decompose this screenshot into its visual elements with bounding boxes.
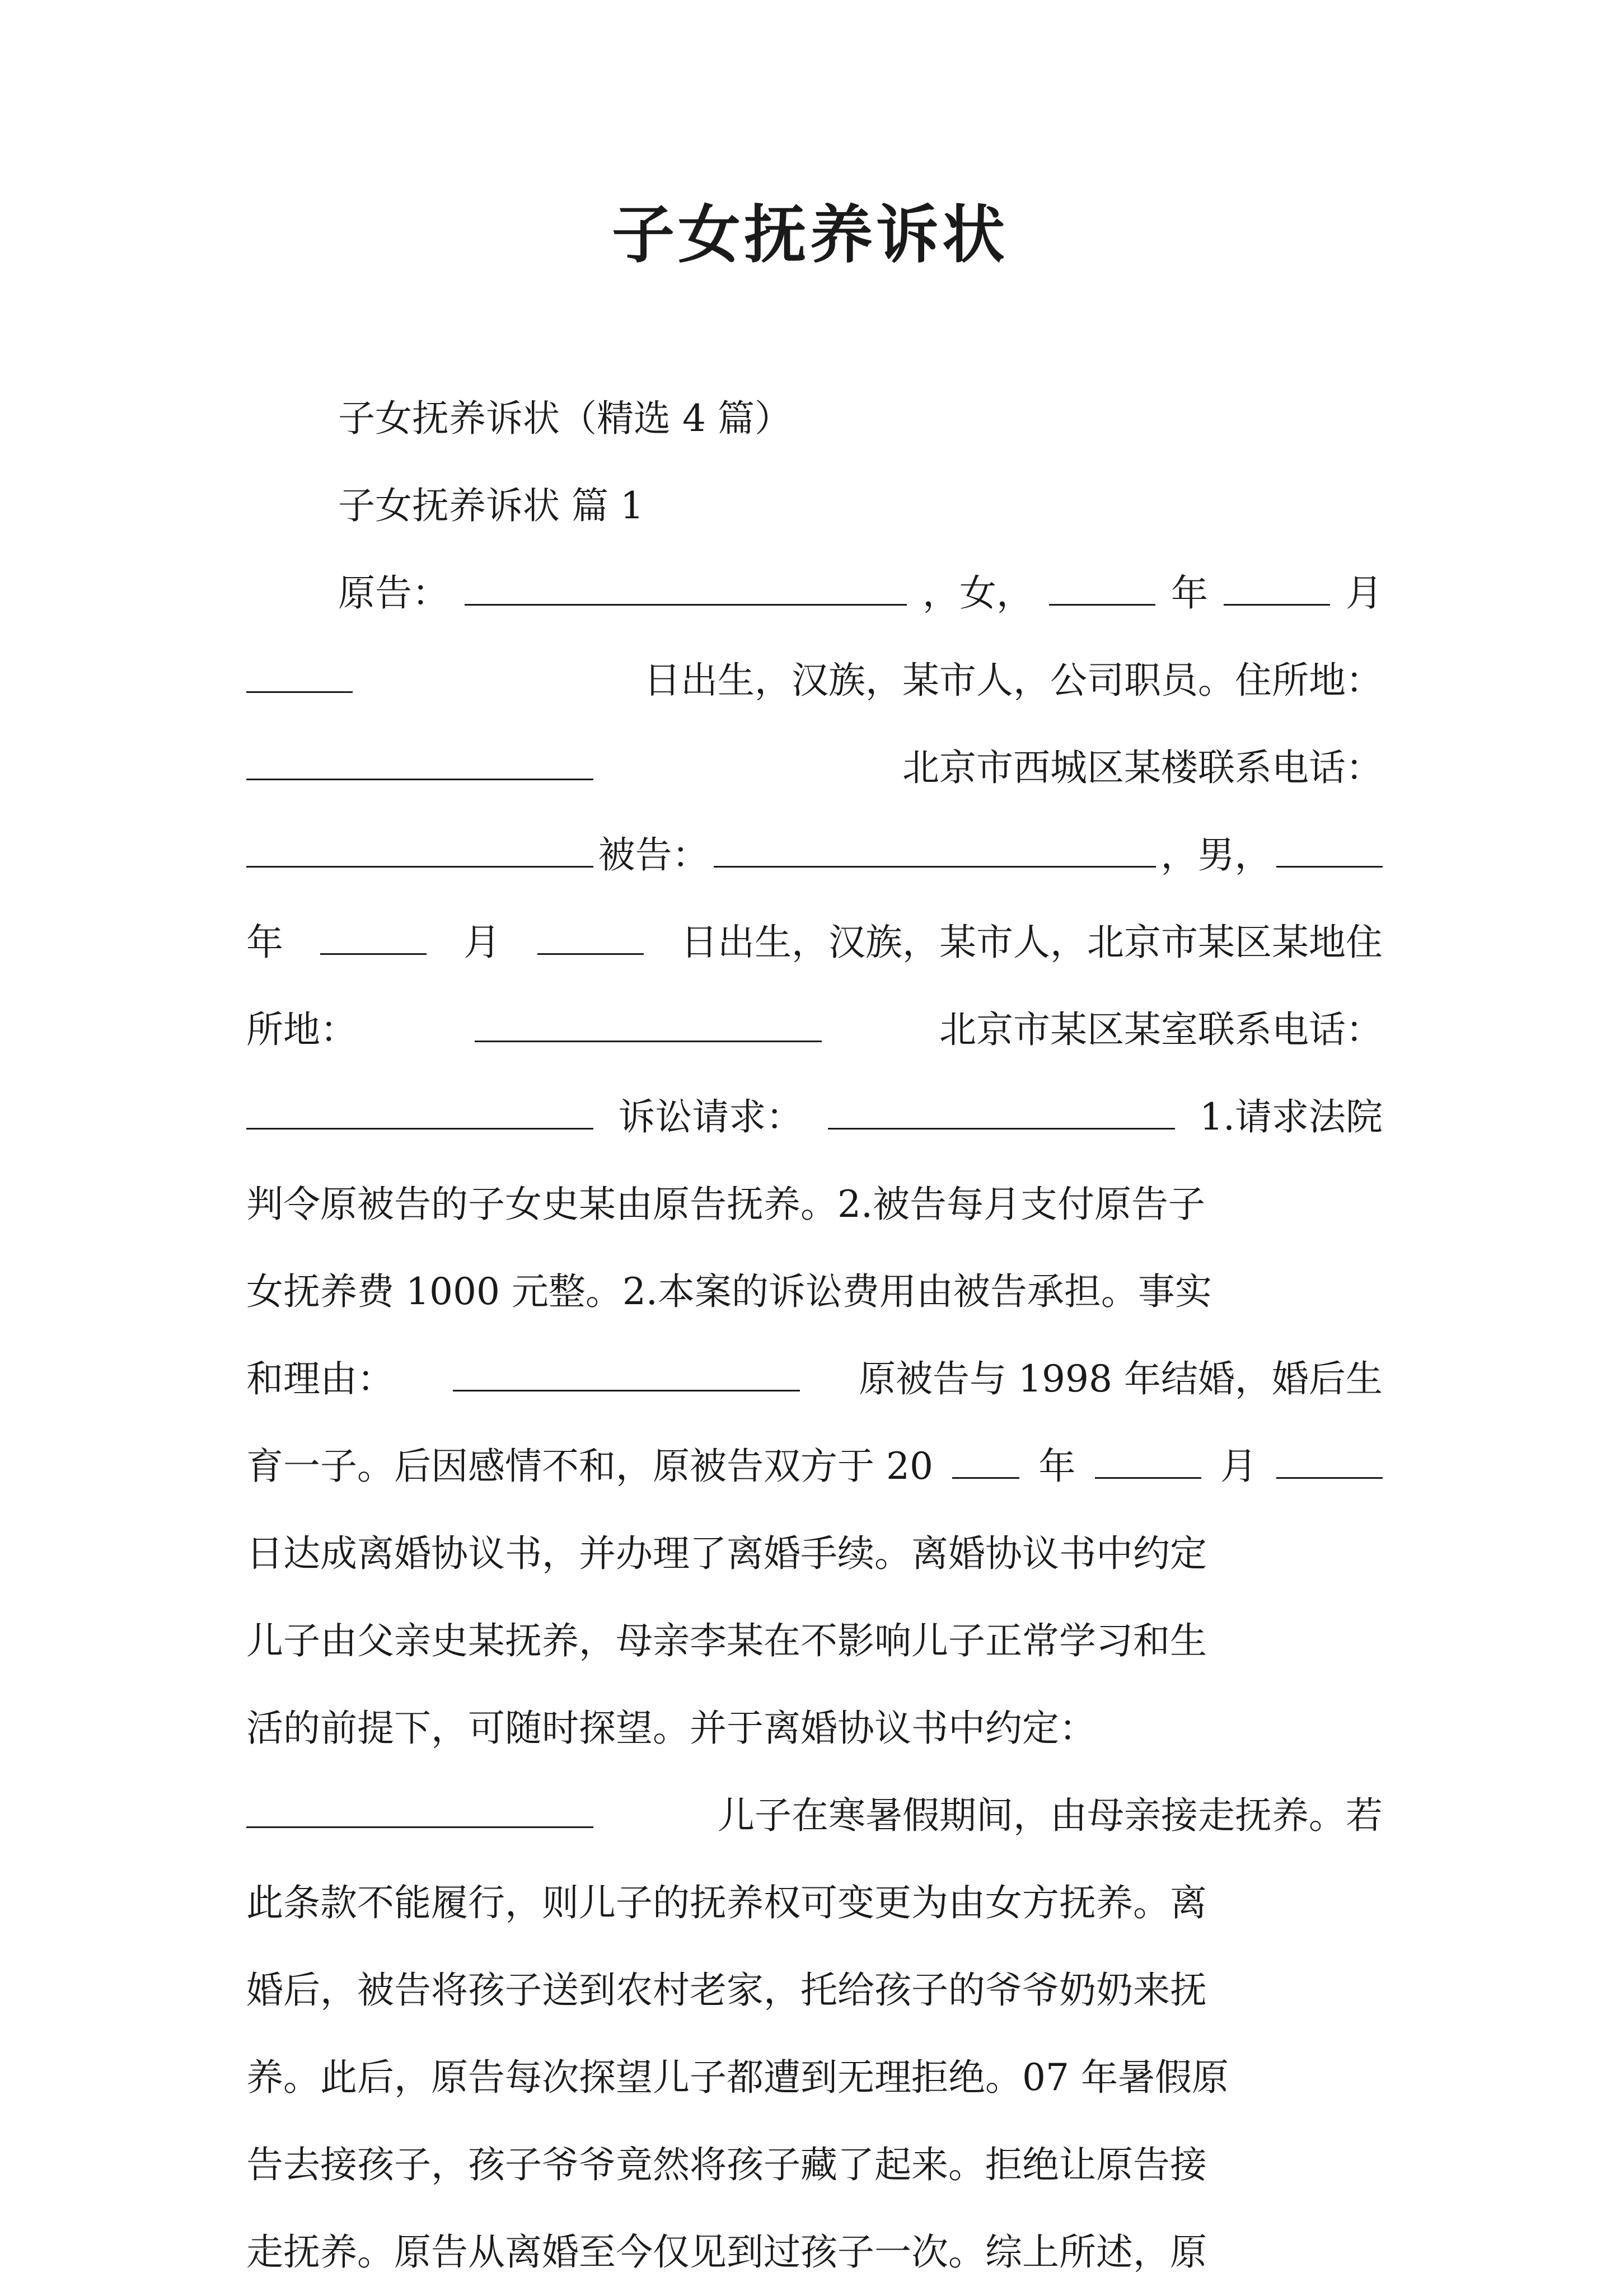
body-line bbox=[246, 986, 1383, 1074]
body-line bbox=[246, 1423, 1383, 1510]
text-segment: 月 bbox=[463, 921, 500, 964]
text-segment: 所地： bbox=[246, 1008, 357, 1051]
body-line bbox=[246, 2034, 1383, 2121]
body-line bbox=[246, 1336, 1383, 1423]
document-title: 子女抚养诉状 bbox=[612, 198, 1008, 271]
text-segment: 女抚养费 1000 元整。2.本案的诉讼费用由被告承担。事实 bbox=[246, 1270, 1212, 1313]
fill-in-blank bbox=[714, 829, 1156, 868]
body-line bbox=[246, 2209, 1383, 2296]
text-segment: 被告： bbox=[598, 833, 709, 877]
body-line bbox=[246, 1248, 1383, 1336]
text-segment: 年 bbox=[1171, 571, 1208, 615]
text-segment: ，女， bbox=[923, 571, 1033, 615]
body-line bbox=[246, 1859, 1383, 1947]
body-line bbox=[246, 1510, 1383, 1597]
body-line bbox=[246, 1685, 1383, 1772]
fill-in-blank bbox=[1049, 567, 1155, 606]
document-body bbox=[246, 375, 1383, 2296]
body-line bbox=[246, 899, 1383, 986]
fill-in-blank bbox=[1276, 829, 1383, 868]
body-line bbox=[246, 1074, 1383, 1161]
text-segment: 月 bbox=[1220, 1445, 1257, 1488]
text-segment: 此条款不能履行，则儿子的抚养权可变更为由女方抚养。离 bbox=[246, 1881, 1207, 1924]
section-heading: 子女抚养诉状 篇 1 bbox=[338, 484, 644, 527]
text-segment: 婚后，被告将孩子送到农村老家，托给孩子的爷爷奶奶来抚 bbox=[246, 1969, 1207, 2012]
fill-in-blank bbox=[952, 1440, 1019, 1479]
text-segment: 活的前提下，可随时探望。并于离婚协议书中约定： bbox=[246, 1707, 1096, 1750]
fill-in-blank bbox=[1224, 567, 1330, 606]
document-subtitle: 子女抚养诉状（精选 4 篇） bbox=[338, 397, 792, 440]
text-segment: 年 bbox=[246, 921, 283, 964]
text-segment: 原被告与 1998 年结婚，婚后生 bbox=[859, 1357, 1383, 1400]
fill-in-blank bbox=[246, 1091, 593, 1130]
text-segment: 原告： bbox=[338, 571, 449, 615]
text-segment: 1.请求法院 bbox=[1199, 1095, 1383, 1138]
fill-in-blank bbox=[475, 1004, 822, 1042]
fill-in-blank bbox=[465, 567, 907, 606]
fill-in-blank bbox=[320, 916, 427, 955]
body-line bbox=[246, 1161, 1383, 1248]
body-line bbox=[246, 812, 1383, 899]
body-line bbox=[246, 550, 1383, 637]
fill-in-blank bbox=[828, 1091, 1175, 1130]
fill-in-blank bbox=[246, 829, 593, 868]
body-line bbox=[246, 1947, 1383, 2034]
text-segment: 告去接孩子，孩子爷爷竟然将孩子藏了起来。拒绝让原告接 bbox=[246, 2143, 1207, 2186]
text-segment: 日出生，汉族，某市人，北京市某区某地住 bbox=[681, 921, 1383, 964]
fill-in-blank bbox=[246, 742, 593, 780]
body-line bbox=[246, 2121, 1383, 2209]
text-segment: 诉讼请求： bbox=[618, 1095, 803, 1138]
text-segment: ，男， bbox=[1160, 833, 1272, 877]
text-segment: 年 bbox=[1038, 1445, 1076, 1488]
text-segment: 养。此后，原告每次探望儿子都遭到无理拒绝。07 年暑假原 bbox=[246, 2056, 1229, 2099]
text-segment: 日达成离婚协议书，并办理了离婚手续。离婚协议书中约定 bbox=[246, 1532, 1207, 1575]
body-line bbox=[246, 1597, 1383, 1685]
text-segment: 走抚养。原告从离婚至今仅见到过孩子一次。综上所述，原 bbox=[246, 2231, 1207, 2274]
text-segment: 月 bbox=[1346, 571, 1383, 615]
fill-in-blank bbox=[537, 916, 644, 955]
text-segment: 儿子由父亲史某抚养，母亲李某在不影响儿子正常学习和生 bbox=[246, 1619, 1207, 1662]
text-segment: 儿子在寒暑假期间，由母亲接走抚养。若 bbox=[718, 1794, 1383, 1837]
fill-in-blank bbox=[246, 654, 353, 693]
text-segment: 和理由： bbox=[246, 1357, 394, 1400]
text-segment: 日出生，汉族，某市人，公司职员。住所地： bbox=[644, 659, 1383, 702]
body-line bbox=[246, 1772, 1383, 1859]
fill-in-blank bbox=[246, 1789, 593, 1828]
text-segment: 育一子。后因感情不和，原被告双方于 20 bbox=[246, 1445, 933, 1488]
text-segment: 北京市西城区某楼联系电话： bbox=[902, 746, 1383, 789]
text-segment: 判令原被告的子女史某由原告抚养。2.被告每月支付原告子 bbox=[246, 1183, 1205, 1226]
fill-in-blank bbox=[1095, 1440, 1201, 1479]
body-line bbox=[246, 637, 1383, 724]
fill-in-blank bbox=[1276, 1440, 1383, 1479]
fill-in-blank bbox=[453, 1353, 800, 1391]
text-segment: 北京市某区某室联系电话： bbox=[939, 1008, 1383, 1051]
body-line bbox=[246, 724, 1383, 812]
